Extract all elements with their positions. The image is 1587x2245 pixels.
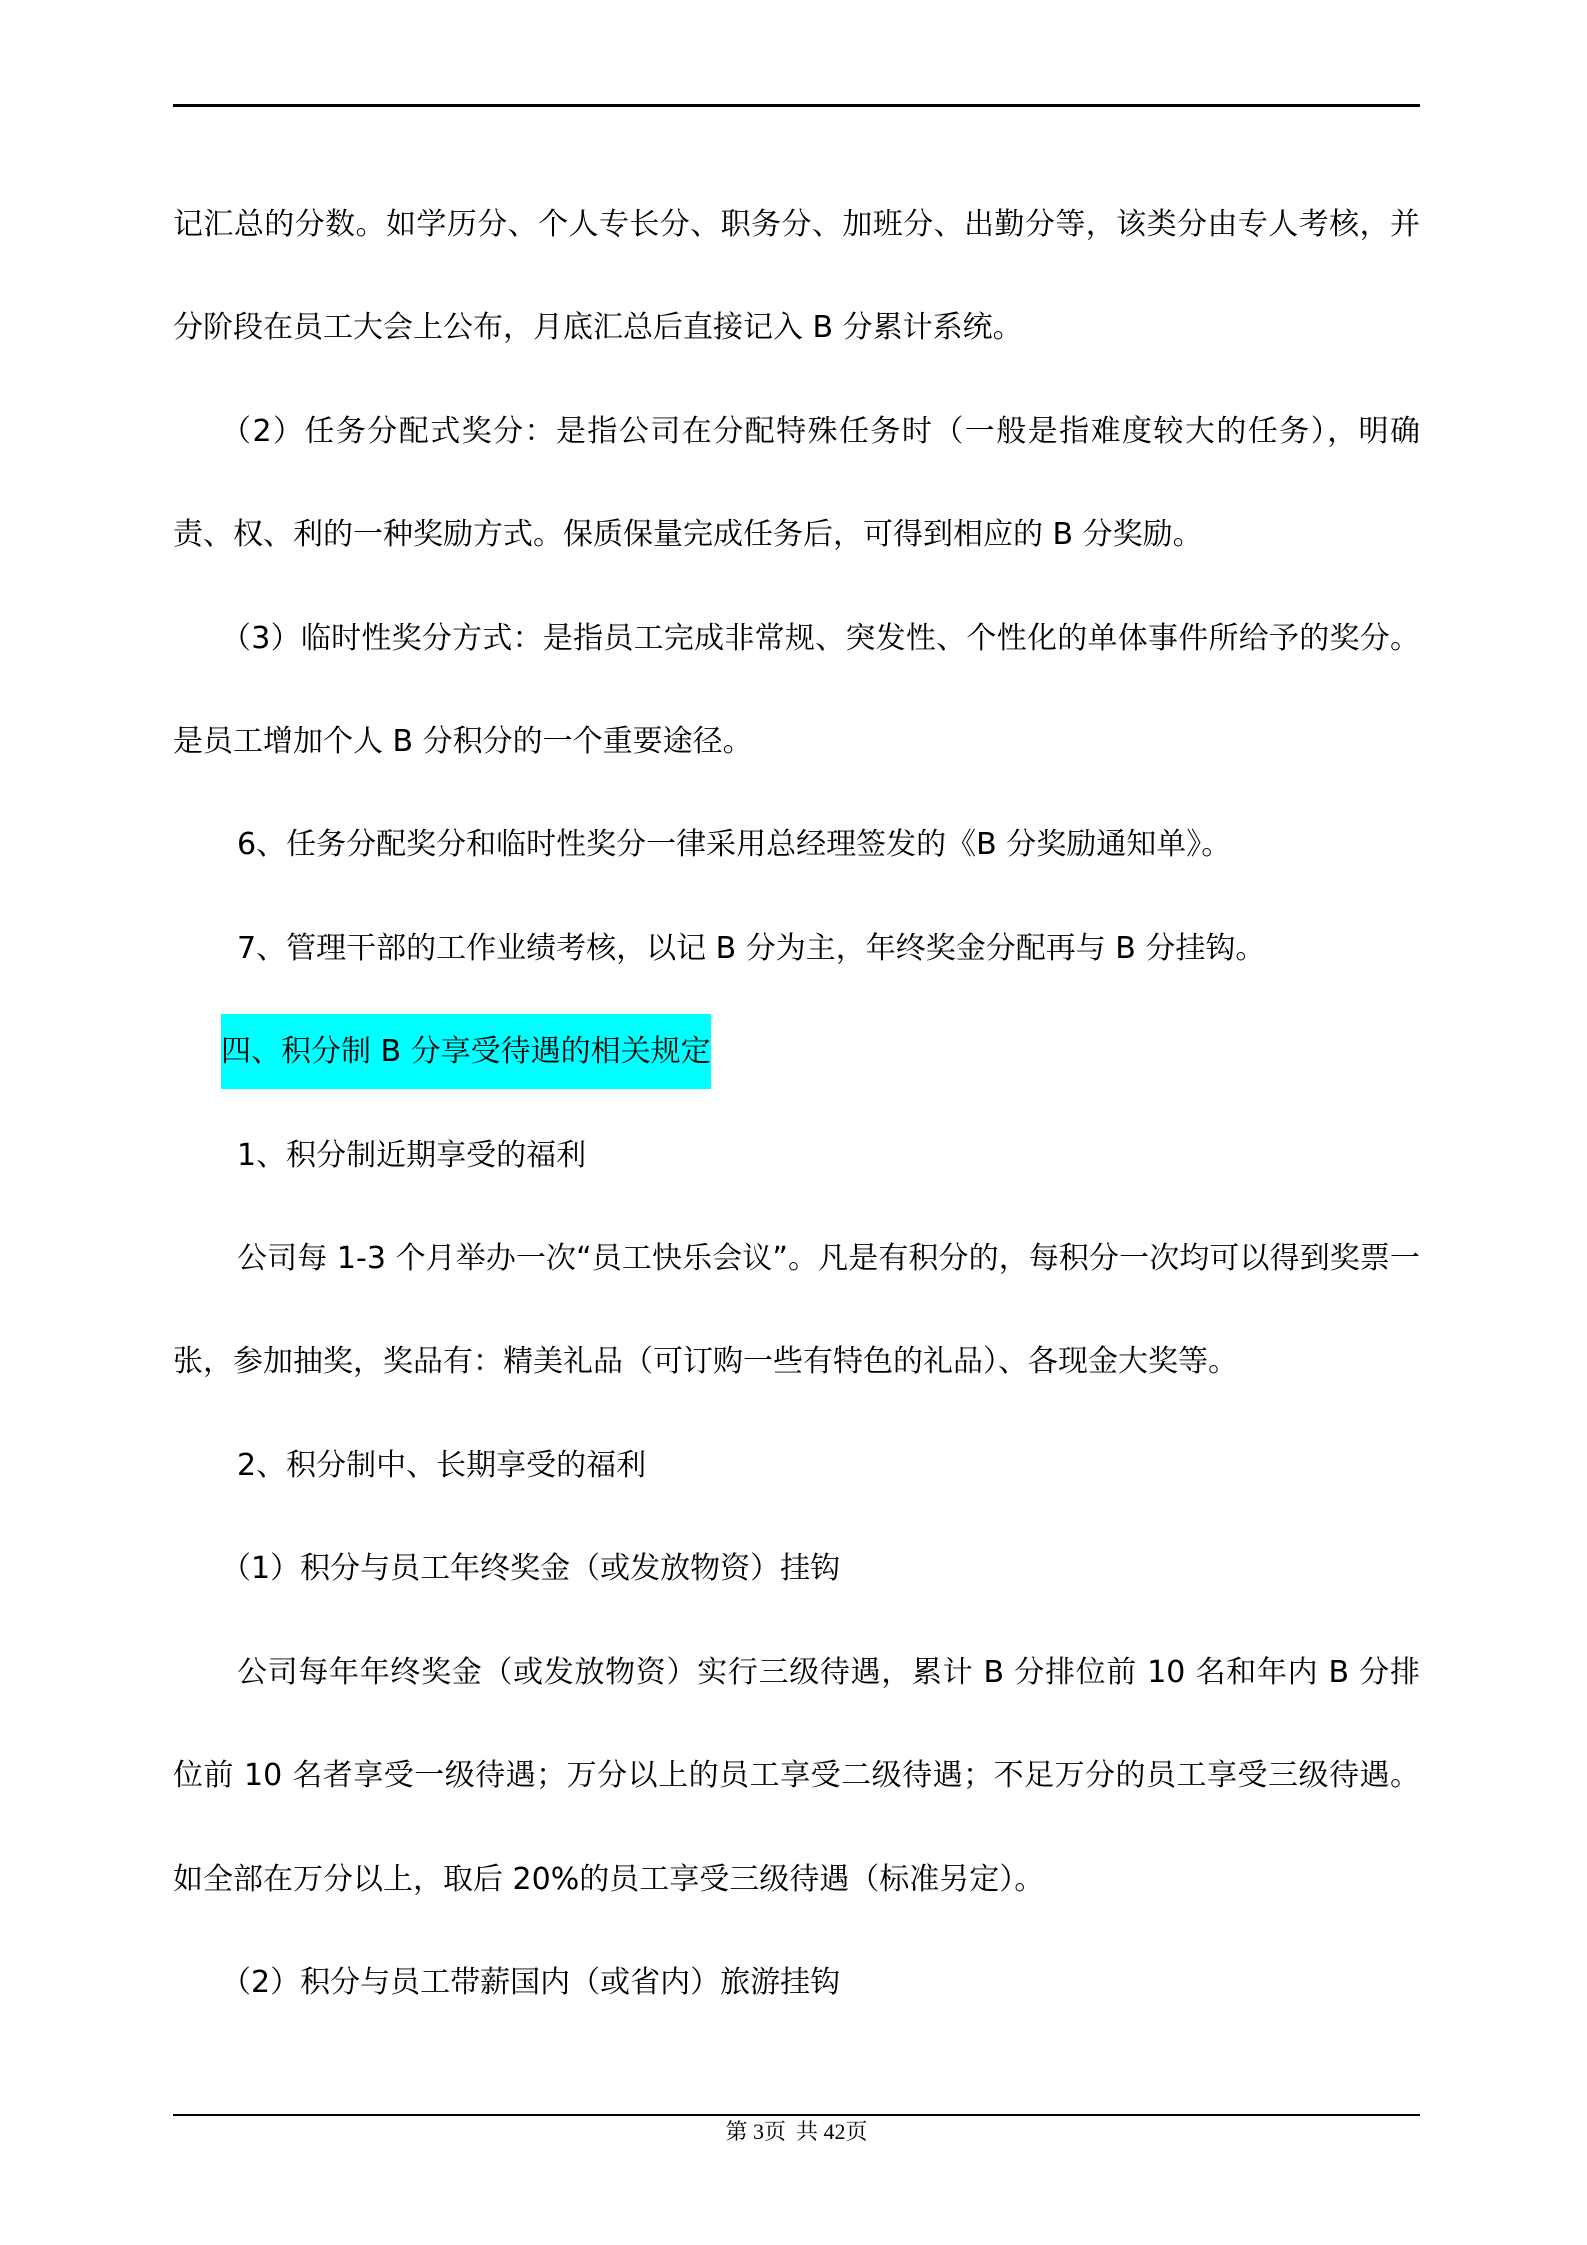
header-rule (173, 104, 1420, 107)
paragraph-year-end-bonus-title: （1）积分与员工年终奖金（或发放物资）挂钩 (221, 1551, 841, 1587)
paragraph-three-tier-treatment: 公司每年年终奖金（或发放物资）实行三级待遇，累计 B 分排位前 10 名和年内 B 分排位前 10 名者享受一级待遇；万分以上的员工享受二级待遇；不足万分的员工享受三级待遇。如全部在万分以上，取后 20%的员工享受三级待遇（标准另定）。 (173, 1654, 1420, 1897)
paragraph-task-assignment-points: （2）任务分配式奖分：是指公司在分配特殊任务时（一般是指难度较大的任务），明确责、权、利的一种奖励方式。保质保量完成任务后，可得到相应的 B 分奖励。 (173, 413, 1420, 553)
section-heading (173, 1000, 1420, 1103)
section-heading-text: 四、积分制 B 分享受待遇的相关规定 (221, 1014, 711, 1089)
paragraph-temporary-points: （3）临时性奖分方式：是指员工完成非常规、突发性、个性化的单体事件所给予的奖分。是员工增加个人 B 分积分的一个重要途径。 (173, 620, 1420, 760)
page-number (173, 2118, 1420, 2146)
document-body (173, 173, 1420, 2034)
total-pages-label: 共 42页 (796, 2119, 868, 2144)
paragraph-long-term-benefits-title: 2、积分制中、长期享受的福利 (237, 1447, 647, 1483)
paragraph-continuation: 记汇总的分数。如学历分、个人专长分、职务分、加班分、出勤分等，该类分由专人考核，并分阶段在员工大会上公布，月底汇总后直接记入 B 分累计系统。 (173, 207, 1420, 346)
footer-rule (173, 2114, 1420, 2116)
paragraph-near-term-benefits-title: 1、积分制近期享受的福利 (237, 1137, 587, 1173)
paragraph-item-7: 7、管理干部的工作业绩考核，以记 B 分为主，年终奖金分配再与 B 分挂钩。 (237, 930, 1266, 966)
paragraph-item-6: 6、任务分配奖分和临时性奖分一律采用总经理签发的《B 分奖励通知单》。 (237, 827, 1232, 863)
current-page-label: 第 3页 (725, 2119, 786, 2144)
paragraph-happy-meeting: 公司每 1-3 个月举办一次“员工快乐会议”。凡是有积分的，每积分一次均可以得到奖票一张，参加抽奖，奖品有：精美礼品（可订购一些有特色的礼品）、各现金大奖等。 (173, 1241, 1420, 1380)
paragraph-paid-travel-title: （2）积分与员工带薪国内（或省内）旅游挂钩 (221, 1964, 841, 2000)
